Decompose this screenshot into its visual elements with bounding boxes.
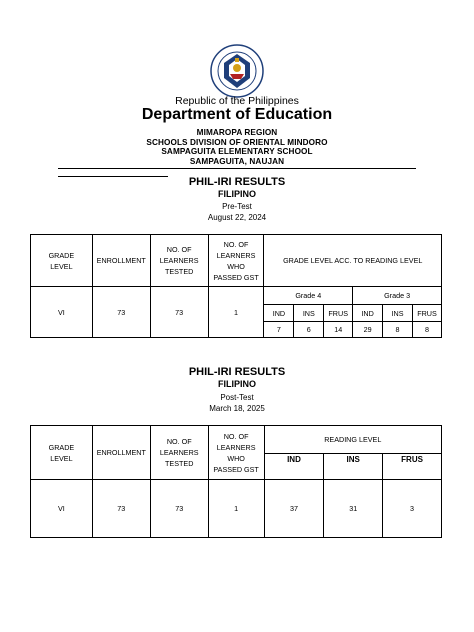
g4-ins-value: 6 (294, 322, 324, 338)
pretest-subject: FILIPINO (218, 189, 256, 199)
post-tested-cell: 73 (150, 480, 208, 538)
post-header-ind: IND (264, 454, 324, 480)
header-learners-passed: NO. OF LEARNERS WHO PASSED GST (208, 235, 264, 287)
posttest-label: Post-Test (220, 393, 254, 402)
post-ind-value: 37 (264, 480, 324, 538)
pretest-enrollment-cell: 73 (92, 287, 150, 338)
post-header-ins: INS (324, 454, 383, 480)
header-g3-frus: FRUS (412, 305, 441, 322)
header-g3-ins: INS (383, 305, 413, 322)
g4-ind-value: 7 (264, 322, 294, 338)
post-header-learners-tested: NO. OF LEARNERS TESTED (150, 426, 208, 480)
deped-seal-logo (210, 44, 264, 98)
header-grade-level: GRADE LEVEL (31, 235, 93, 287)
school-label: SAMPAGUITA ELEMENTARY SCHOOL (161, 147, 313, 156)
header-rule (58, 168, 416, 169)
post-header-learners-passed: NO. OF LEARNERS WHO PASSED GST (208, 426, 264, 480)
division-label: SCHOOLS DIVISION OF ORIENTAL MINDORO (146, 138, 328, 147)
pretest-table (30, 234, 442, 338)
posttest-title: PHIL-IRI RESULTS (188, 366, 286, 378)
posttest-subject: FILIPINO (218, 379, 256, 389)
post-header-grade-level: GRADE LEVEL (31, 426, 93, 480)
header-grade3: Grade 3 (353, 287, 442, 305)
post-header-frus: FRUS (383, 454, 442, 480)
posttest-table (30, 425, 442, 538)
pretest-tested-cell: 73 (150, 287, 208, 338)
header-g3-ind: IND (353, 305, 383, 322)
g4-frus-value: 14 (324, 322, 353, 338)
header-g4-frus: FRUS (324, 305, 353, 322)
post-frus-value: 3 (383, 480, 442, 538)
post-grade-cell: VI (31, 480, 93, 538)
header-g4-ins: INS (294, 305, 324, 322)
pretest-passed-cell: 1 (208, 287, 264, 338)
pretest-date: August 22, 2024 (207, 213, 267, 222)
g3-ins-value: 8 (383, 322, 413, 338)
post-header-reading-level: READING LEVEL (264, 426, 441, 454)
post-header-enrollment: ENROLLMENT (92, 426, 150, 480)
header-g4-ind: IND (264, 305, 294, 322)
department-title: Department of Education (141, 106, 333, 123)
header-learners-tested: NO. OF LEARNERS TESTED (150, 235, 208, 287)
header-enrollment: ENROLLMENT (92, 235, 150, 287)
region-label: MIMAROPA REGION (196, 128, 278, 137)
g3-ind-value: 29 (353, 322, 383, 338)
header-grade4: Grade 4 (264, 287, 353, 305)
post-passed-cell: 1 (208, 480, 264, 538)
address-label: SAMPAGUITA, NAUJAN (189, 157, 285, 166)
pretest-title: PHIL-IRI RESULTS (188, 176, 286, 188)
republic-label: Republic of the Philippines (175, 95, 299, 107)
g3-frus-value: 8 (412, 322, 441, 338)
pretest-grade-cell: VI (31, 287, 93, 338)
post-ins-value: 31 (324, 480, 383, 538)
pretest-label: Pre-Test (222, 202, 252, 211)
header-reading-level: GRADE LEVEL ACC. TO READING LEVEL (264, 235, 442, 287)
posttest-date: March 18, 2025 (209, 404, 265, 413)
post-enrollment-cell: 73 (92, 480, 150, 538)
